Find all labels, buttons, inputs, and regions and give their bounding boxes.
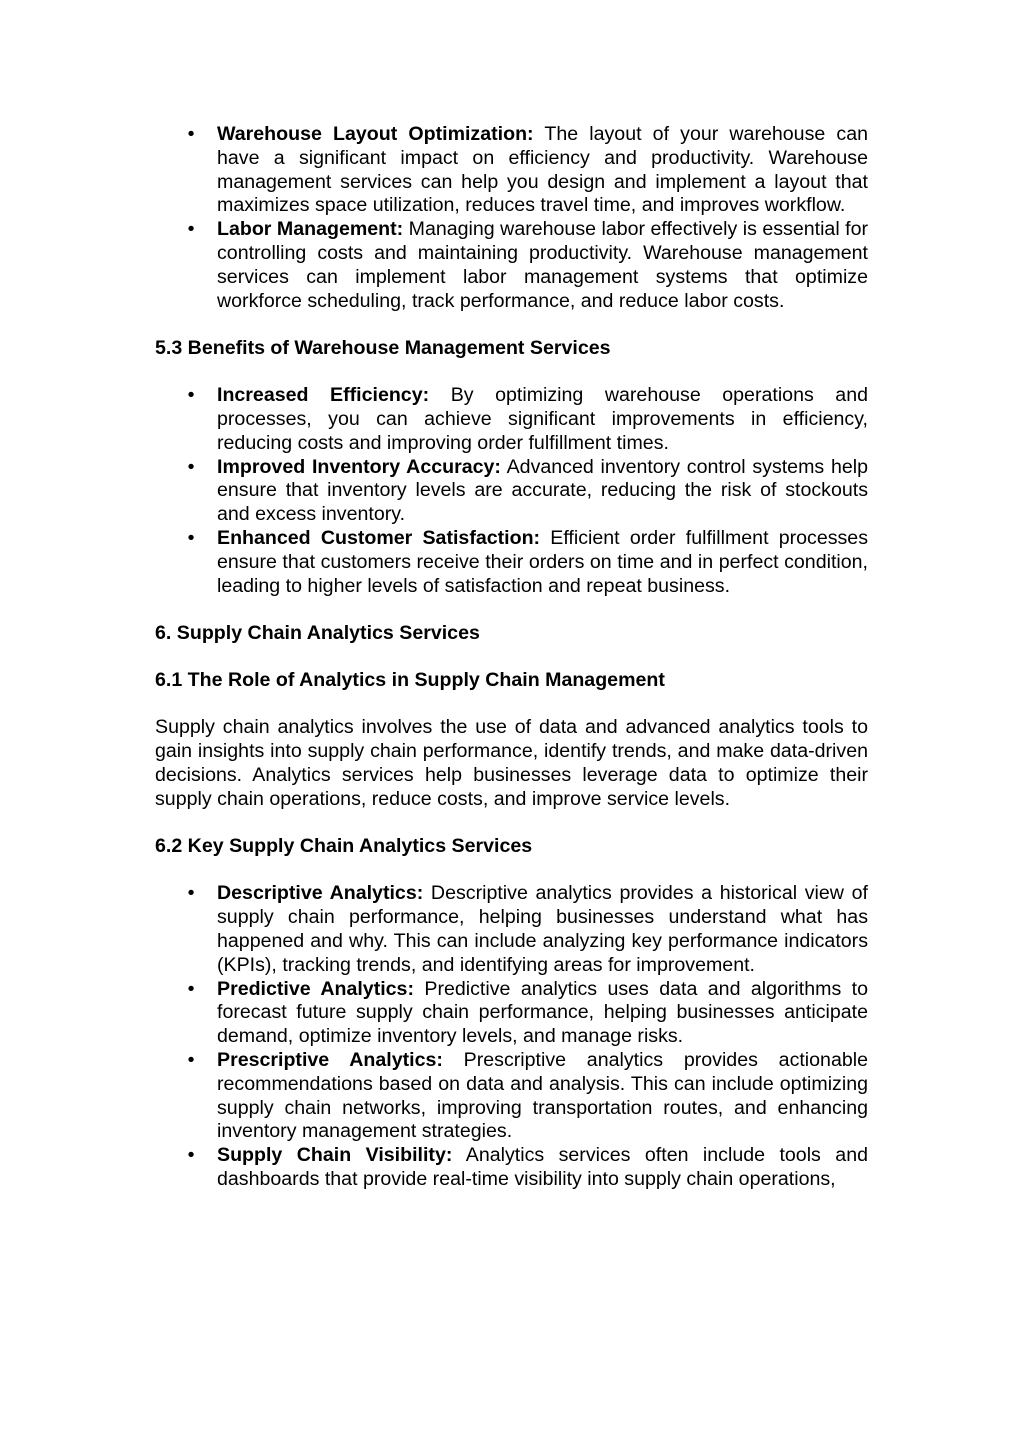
bullet-icon [186, 123, 196, 147]
document-page [155, 123, 868, 1192]
warehouse-services-list [155, 123, 868, 313]
list-item-text: Descriptive analytics provides a historical view of supply chain performance, helping businesses understand what has happened and why. This can include analyzing key performance indicators (KPIs), tracking trends, and identifying areas for improvement. [217, 882, 868, 976]
list-item-term: Improved Inventory Accuracy: [217, 455, 501, 478]
list-item-term: Predictive Analytics: [217, 977, 414, 1000]
list-item-text: Analytics services often include tools and dashboards that provide real-time visibility into supply chain operations, [217, 1144, 868, 1190]
section-heading-6-1: 6.1 The Role of Analytics in Supply Chain Management [155, 669, 665, 692]
list-item-term: Labor Management: [217, 218, 404, 241]
list-item [155, 456, 868, 527]
list-item [155, 882, 868, 977]
list-item-text: The layout of your warehouse can have a significant impact on efficiency and productivity. Warehouse management services can help you design and implement a layout that maximizes space utilization, reduces travel time, and improves workflow. [217, 123, 868, 217]
bullet-icon [186, 882, 196, 906]
list-item [155, 218, 868, 313]
list-item-term: Descriptive Analytics: [217, 882, 424, 905]
list-item [155, 1144, 868, 1192]
list-item-text: Managing warehouse labor effectively is essential for controlling costs and maintaining productivity. Warehouse management services can implement labor management systems that optimize workforce scheduling, track performance, and reduce labor costs. [217, 218, 868, 312]
bullet-icon [186, 218, 196, 242]
list-item-text: By optimizing warehouse operations and processes, you can achieve significant improvements in efficiency, reducing costs and improving order fulfillment times. [217, 384, 869, 454]
list-item-text: Prescriptive analytics provides actionable recommendations based on data and analysis. This can include optimizing supply chain networks, improving transportation routes, and enhancing inventory management strategies. [217, 1049, 869, 1143]
list-item-term: Prescriptive Analytics: [217, 1049, 443, 1071]
list-item-term: Warehouse Layout Optimization: [217, 123, 534, 145]
benefits-list [155, 384, 868, 598]
list-item-term: Enhanced Customer Satisfaction: [217, 526, 541, 549]
list-item [155, 527, 868, 598]
list-item-text: Predictive analytics uses data and algorithms to forecast future supply chain performance, helping businesses anticipate demand, optimize inventory levels, and manage risks. [217, 977, 868, 1048]
list-item-term: Increased Efficiency: [217, 384, 430, 407]
analytics-services-list [155, 882, 868, 1191]
list-item [155, 384, 868, 455]
list-item [155, 123, 868, 218]
bullet-icon [186, 1049, 196, 1073]
section-6-1-paragraph: Supply chain analytics involves the use of data and advanced analytics tools to gain insights into supply chain performance, identify trends, and make data-driven decisions. Analytics services help businesses leverage data to optimize their supply chain operations, reduce costs, and improve service levels. [155, 716, 868, 810]
bullet-icon [186, 456, 196, 480]
list-item-term: Supply Chain Visibility: [217, 1144, 453, 1167]
list-item [155, 978, 868, 1049]
bullet-icon [186, 527, 196, 551]
bullet-icon [186, 1144, 196, 1168]
section-heading-5-3: 5.3 Benefits of Warehouse Management Services [155, 336, 611, 359]
list-item [155, 1049, 868, 1144]
bullet-icon [186, 978, 196, 1002]
section-heading-6: 6. Supply Chain Analytics Services [155, 621, 480, 644]
list-item-text: Efficient order fulfillment processes ensure that customers receive their orders on time and in perfect condition, leading to higher levels of satisfaction and repeat business. [217, 526, 869, 597]
bullet-icon [186, 384, 196, 408]
list-item-text: Advanced inventory control systems help ensure that inventory levels are accurate, reducing the risk of stockouts and excess inventory. [217, 455, 869, 526]
section-heading-6-2: 6.2 Key Supply Chain Analytics Services [155, 835, 533, 858]
